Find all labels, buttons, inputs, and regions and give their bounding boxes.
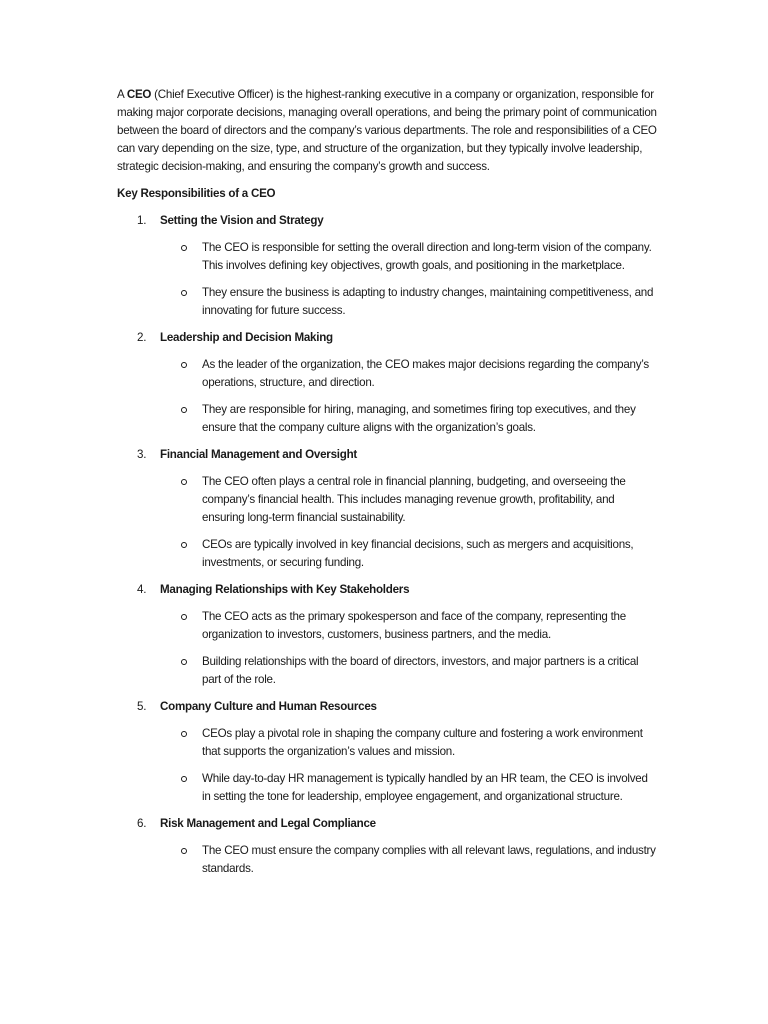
section-title-text: Leadership and Decision Making — [160, 331, 333, 344]
bullet-text: CEOs play a pivotal role in shaping the company culture and fostering a work environment that supports the organization’s values and mission. — [202, 727, 643, 758]
bullet-text: CEOs are typically involved in key financial decisions, such as mergers and acquisitions, investments, or securing funding. — [202, 538, 634, 569]
hollow-circle-bullet-icon — [181, 659, 187, 665]
bullet-text: The CEO often plays a central role in financial planning, budgeting, and overseeing the company’s financial health. This includes managing revenue growth, profitability, and ensuring long-term financial sustainability. — [202, 475, 626, 524]
hollow-circle-bullet-icon — [181, 614, 187, 620]
hollow-circle-bullet-icon — [181, 245, 187, 251]
section-number: 3. — [137, 448, 147, 461]
section-title-text: Company Culture and Human Resources — [160, 700, 377, 713]
intro-paragraph — [117, 86, 657, 176]
section-title-text: Financial Management and Oversight — [160, 448, 358, 461]
hollow-circle-bullet-icon — [181, 290, 187, 296]
responsibility-section — [117, 581, 657, 689]
section-number: 6. — [137, 817, 147, 830]
bullet-text: The CEO must ensure the company complies with all relevant laws, regulations, and industry standards. — [202, 844, 656, 875]
hollow-circle-bullet-icon — [181, 776, 187, 782]
section-title — [117, 815, 657, 833]
section-number: 5. — [137, 700, 147, 713]
section-number: 2. — [137, 331, 147, 344]
bullet-list — [117, 842, 657, 878]
bullet-item — [117, 725, 657, 761]
bullet-item — [117, 239, 657, 275]
bullet-text: As the leader of the organization, the CEO makes major decisions regarding the company’s operations, structure, and direction. — [202, 358, 649, 389]
bullet-text: The CEO is responsible for setting the overall direction and long-term vision of the company. This involves defining key objectives, growth goals, and positioning in the marketplace. — [202, 241, 652, 272]
bullet-text: They ensure the business is adapting to industry changes, maintaining competitiveness, and innovating for future success. — [202, 286, 654, 317]
section-title — [117, 698, 657, 716]
intro-prefix: A — [117, 88, 127, 101]
section-title-text: Setting the Vision and Strategy — [160, 214, 324, 227]
intro-term: CEO — [126, 88, 152, 101]
section-title — [117, 329, 657, 347]
bullet-list — [117, 356, 657, 437]
bullet-list — [117, 725, 657, 806]
hollow-circle-bullet-icon — [181, 362, 187, 368]
hollow-circle-bullet-icon — [181, 542, 187, 548]
bullet-list — [117, 239, 657, 320]
bullet-item — [117, 473, 657, 527]
document-page — [117, 86, 657, 887]
responsibility-section — [117, 815, 657, 878]
bullet-item — [117, 842, 657, 878]
bullet-item — [117, 536, 657, 572]
intro-text: (Chief Executive Officer) is the highest-ranking executive in a company or organization, responsible for making major corporate decisions, managing overall operations, and being the primary point of communication between the board of directors and the company’s various departments. The role and responsibilities of a CEO can vary depending on the size, type, and structure of the organization, but they typically involve leadership, strategic decision-making, and ensuring the company’s growth and success. — [117, 88, 657, 173]
bullet-text: They are responsible for hiring, managing, and sometimes firing top executives, and they ensure that the company culture aligns with the organization’s goals. — [202, 403, 636, 434]
section-title-text: Managing Relationships with Key Stakeholders — [160, 583, 410, 596]
section-title — [117, 581, 657, 599]
section-number: 1. — [137, 214, 147, 227]
bullet-text: While day-to-day HR management is typically handled by an HR team, the CEO is involved in setting the tone for leadership, employee engagement, and organizational structure. — [202, 772, 648, 803]
section-title-text: Risk Management and Legal Compliance — [160, 817, 376, 830]
responsibility-section — [117, 446, 657, 572]
hollow-circle-bullet-icon — [181, 848, 187, 854]
bullet-item — [117, 653, 657, 689]
responsibility-section — [117, 698, 657, 806]
bullet-item — [117, 284, 657, 320]
section-number: 4. — [137, 583, 147, 596]
bullet-item — [117, 608, 657, 644]
bullet-item — [117, 356, 657, 392]
section-title — [117, 446, 657, 464]
bullet-text: Building relationships with the board of directors, investors, and major partners is a critical part of the role. — [202, 655, 639, 686]
responsibility-section — [117, 212, 657, 320]
responsibility-section — [117, 329, 657, 437]
responsibilities-list — [117, 212, 657, 878]
hollow-circle-bullet-icon — [181, 407, 187, 413]
bullet-list — [117, 473, 657, 572]
hollow-circle-bullet-icon — [181, 479, 187, 485]
section-heading: Key Responsibilities of a CEO — [117, 187, 276, 200]
section-title — [117, 212, 657, 230]
bullet-list — [117, 608, 657, 689]
hollow-circle-bullet-icon — [181, 731, 187, 737]
bullet-text: The CEO acts as the primary spokesperson and face of the company, representing the organization to investors, customers, business partners, and the media. — [202, 610, 626, 641]
bullet-item — [117, 401, 657, 437]
bullet-item — [117, 770, 657, 806]
